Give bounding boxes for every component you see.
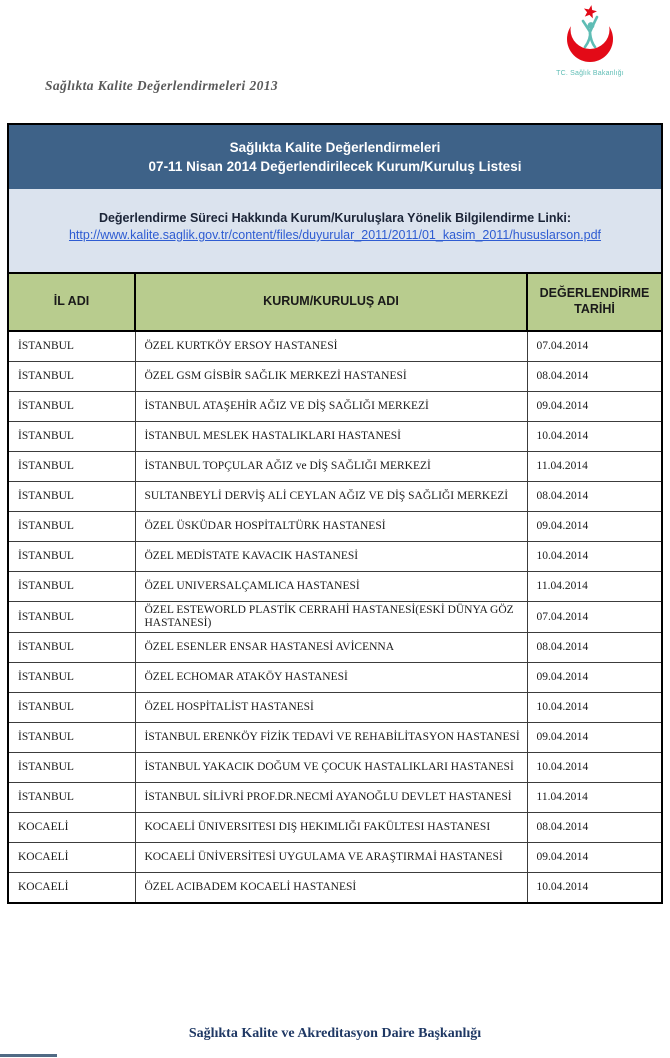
cell-il-adi: İSTANBUL (9, 512, 135, 542)
table-row (9, 512, 661, 542)
column-header-kurum: KURUM/KURULUŞ ADI (135, 274, 527, 331)
cell-il-adi: İSTANBUL (9, 602, 135, 633)
cell-kurum-adi: İSTANBUL SİLİVRİ PROF.DR.NECMİ AYANOĞLU DEVLET HASTANESİ (135, 783, 527, 813)
column-header-il: İL ADI (9, 274, 135, 331)
table-row (9, 843, 661, 873)
cell-kurum-adi: KOCAELİ ÜNİVERSİTESİ UYGULAMA VE ARAŞTIRMAİ HASTANESİ (135, 843, 527, 873)
table-row (9, 331, 661, 362)
cell-il-adi: İSTANBUL (9, 482, 135, 512)
cell-tarih: 09.04.2014 (527, 663, 661, 693)
info-panel (9, 189, 661, 274)
cell-kurum-adi: İSTANBUL MESLEK HASTALIKLARI HASTANESİ (135, 422, 527, 452)
cell-kurum-adi: İSTANBUL ERENKÖY FİZİK TEDAVİ VE REHABİLİTASYON HASTANESİ (135, 723, 527, 753)
footer-title: Sağlıkta Kalite ve Akreditasyon Daire Başkanlığı (188, 1026, 482, 1041)
table-row (9, 452, 661, 482)
cell-tarih: 07.04.2014 (527, 602, 661, 633)
cell-il-adi: KOCAELİ (9, 873, 135, 903)
cell-kurum-adi: ÖZEL MEDİSTATE KAVACIK HASTANESİ (135, 542, 527, 572)
table-row (9, 633, 661, 663)
table-header-row (9, 274, 661, 331)
cell-il-adi: İSTANBUL (9, 783, 135, 813)
cell-tarih: 09.04.2014 (527, 843, 661, 873)
cell-tarih: 11.04.2014 (527, 572, 661, 602)
cell-kurum-adi: ÖZEL ESTEWORLD PLASTİK CERRAHİ HASTANESİ(ESKİ DÜNYA GÖZ HASTANESİ) (135, 602, 527, 633)
cell-kurum-adi: SULTANBEYLİ DERVİŞ ALİ CEYLAN AĞIZ VE DİŞ SAĞLIĞI MERKEZİ (135, 482, 527, 512)
cell-tarih: 10.04.2014 (527, 753, 661, 783)
cell-kurum-adi: ÖZEL KURTKÖY ERSOY HASTANESİ (135, 331, 527, 362)
content-frame (7, 123, 663, 904)
cell-il-adi: KOCAELİ (9, 843, 135, 873)
table-row (9, 422, 661, 452)
cell-tarih: 07.04.2014 (527, 331, 661, 362)
cell-il-adi: İSTANBUL (9, 633, 135, 663)
cell-kurum-adi: ÖZEL ACIBADEM KOCAELİ HASTANESİ (135, 873, 527, 903)
cell-il-adi: İSTANBUL (9, 452, 135, 482)
table-row (9, 542, 661, 572)
banner-line1: Sağlıkta Kalite Değerlendirmeleri (229, 139, 441, 155)
cell-tarih: 08.04.2014 (527, 633, 661, 663)
table-row (9, 873, 661, 903)
cell-il-adi: İSTANBUL (9, 331, 135, 362)
cell-il-adi: İSTANBUL (9, 753, 135, 783)
table-row (9, 663, 661, 693)
cell-il-adi: İSTANBUL (9, 723, 135, 753)
cell-tarih: 08.04.2014 (527, 813, 661, 843)
cell-kurum-adi: İSTANBUL ATAŞEHİR AĞIZ VE DİŞ SAĞLIĞI MERKEZİ (135, 392, 527, 422)
table-row (9, 753, 661, 783)
cell-kurum-adi: ÖZEL GSM GİSBİR SAĞLIK MERKEZİ HASTANESİ (135, 362, 527, 392)
banner-line2: 07-11 Nisan 2014 Değerlendirilecek Kurum/Kuruluş Listesi (148, 158, 522, 174)
column-header-tarih: DEĞERLENDİRME TARİHİ (527, 274, 661, 331)
cell-kurum-adi: ÖZEL ESENLER ENSAR HASTANESİ AVİCENNA (135, 633, 527, 663)
cell-tarih: 11.04.2014 (527, 452, 661, 482)
cell-il-adi: İSTANBUL (9, 362, 135, 392)
table-row (9, 572, 661, 602)
cell-il-adi: KOCAELİ (9, 813, 135, 843)
bottom-edge-line (0, 1054, 57, 1057)
cell-kurum-adi: KOCAELİ ÜNIVERSITESI DIŞ HEKIMLIĞI FAKÜLTESI HASTANESI (135, 813, 527, 843)
cell-tarih: 08.04.2014 (527, 362, 661, 392)
cell-tarih: 10.04.2014 (527, 693, 661, 723)
cell-il-adi: İSTANBUL (9, 392, 135, 422)
table-row (9, 723, 661, 753)
table-row (9, 362, 661, 392)
cell-kurum-adi: ÖZEL UNIVERSALÇAMLICA HASTANESİ (135, 572, 527, 602)
cell-il-adi: İSTANBUL (9, 422, 135, 452)
cell-tarih: 09.04.2014 (527, 723, 661, 753)
cell-kurum-adi: ÖZEL ÜSKÜDAR HOSPİTALTÜRK HASTANESİ (135, 512, 527, 542)
cell-il-adi: İSTANBUL (9, 693, 135, 723)
table-row (9, 693, 661, 723)
table-row (9, 783, 661, 813)
cell-tarih: 10.04.2014 (527, 422, 661, 452)
cell-tarih: 10.04.2014 (527, 873, 661, 903)
crescent-star-figure-icon (546, 4, 634, 64)
cell-kurum-adi: İSTANBUL YAKACIK DOĞUM VE ÇOCUK HASTALIKLARI HASTANESİ (135, 753, 527, 783)
cell-tarih: 11.04.2014 (527, 783, 661, 813)
cell-tarih: 08.04.2014 (527, 482, 661, 512)
ministry-logo (546, 4, 634, 77)
table-row (9, 813, 661, 843)
info-link[interactable]: http://www.kalite.saglik.gov.tr/content/files/duyurular_2011/2011/01_kasim_2011/hususlarson.pdf (68, 228, 602, 242)
cell-il-adi: İSTANBUL (9, 542, 135, 572)
cell-il-adi: İSTANBUL (9, 663, 135, 693)
table-row (9, 602, 661, 633)
cell-kurum-adi: İSTANBUL TOPÇULAR AĞIZ ve DİŞ SAĞLIĞI MERKEZİ (135, 452, 527, 482)
logo-caption: TC. Sağlık Bakanlığı (556, 70, 624, 77)
document-subtitle: Sağlıkta Kalite Değerlendirmeleri 2013 (45, 78, 279, 93)
table-body (9, 331, 661, 902)
cell-il-adi: İSTANBUL (9, 572, 135, 602)
cell-tarih: 09.04.2014 (527, 512, 661, 542)
assessment-table (9, 274, 661, 902)
title-banner (9, 125, 661, 189)
table-row (9, 482, 661, 512)
cell-tarih: 10.04.2014 (527, 542, 661, 572)
table-row (9, 392, 661, 422)
cell-kurum-adi: ÖZEL ECHOMAR ATAKÖY HASTANESİ (135, 663, 527, 693)
cell-tarih: 09.04.2014 (527, 392, 661, 422)
cell-kurum-adi: ÖZEL HOSPİTALİST HASTANESİ (135, 693, 527, 723)
info-label: Değerlendirme Süreci Hakkında Kurum/Kuruluşlara Yönelik Bilgilendirme Linki: (98, 211, 572, 225)
